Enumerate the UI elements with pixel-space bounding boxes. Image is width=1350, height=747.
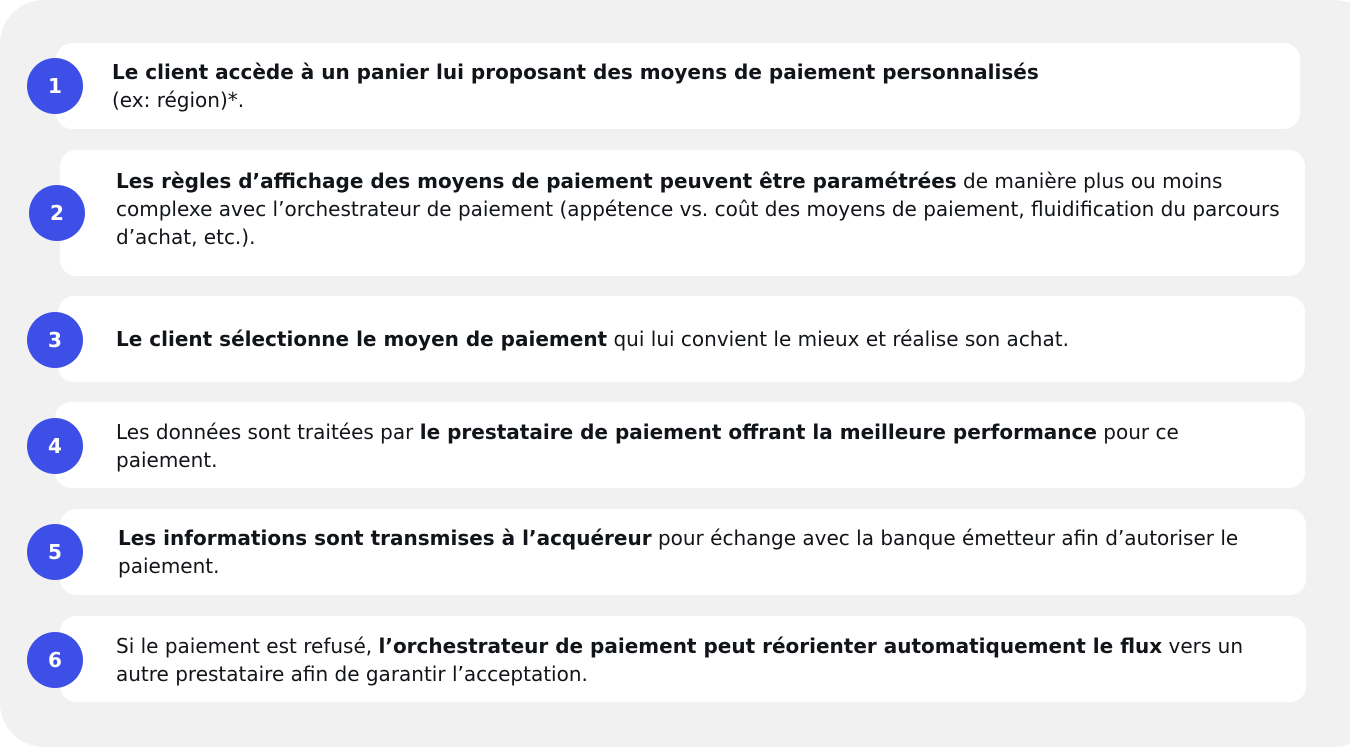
step-text: [118, 524, 1248, 580]
step-normal-text: vers un autre prestataire afin de garantir l’acceptation.: [116, 634, 1244, 686]
step-number-badge: 6: [27, 632, 83, 688]
step-text: [116, 325, 1286, 353]
step-normal-text: Les données sont traitées par: [116, 420, 420, 444]
step-number-badge: 5: [27, 524, 83, 580]
step-text: [116, 418, 1286, 474]
step-bold-text: Les règles d’affichage des moyens de paiement peuvent être paramétrées: [116, 169, 957, 193]
step-normal-text: (ex: région)*.: [112, 88, 245, 112]
step-bold-text: Les informations sont transmises à l’acquéreur: [118, 526, 652, 550]
step-number-badge: 4: [27, 418, 83, 474]
step-bold-text: Le client sélectionne le moyen de paiement: [116, 327, 608, 351]
step-bold-text: l’orchestrateur de paiement peut réorienter automatiquement le flux: [378, 634, 1163, 658]
step-normal-text: qui lui convient le mieux et réalise son achat.: [607, 327, 1069, 351]
step-normal-text: pour ce paiement.: [116, 420, 1179, 472]
step-number-badge: 1: [27, 58, 83, 114]
step-number-badge: 2: [29, 185, 85, 241]
step-normal-text: de manière plus ou moins complexe avec l’orchestrateur de paiement (appétence vs. coût des moyens de paiement, fluidification du parcours d’achat, etc.).: [116, 169, 1280, 249]
step-text: [116, 167, 1286, 251]
step-bold-text: Le client accède à un panier lui proposant des moyens de paiement personnalisés: [112, 60, 1039, 84]
step-bold-text: le prestataire de paiement offrant la meilleure performance: [419, 420, 1097, 444]
step-normal-text: Si le paiement est refusé,: [116, 634, 379, 658]
step-number-badge: 3: [27, 312, 83, 368]
step-text: [116, 632, 1286, 688]
step-text: [112, 58, 1282, 114]
step-normal-text: pour échange avec la banque émetteur afin d’autoriser le paiement.: [118, 526, 1239, 578]
